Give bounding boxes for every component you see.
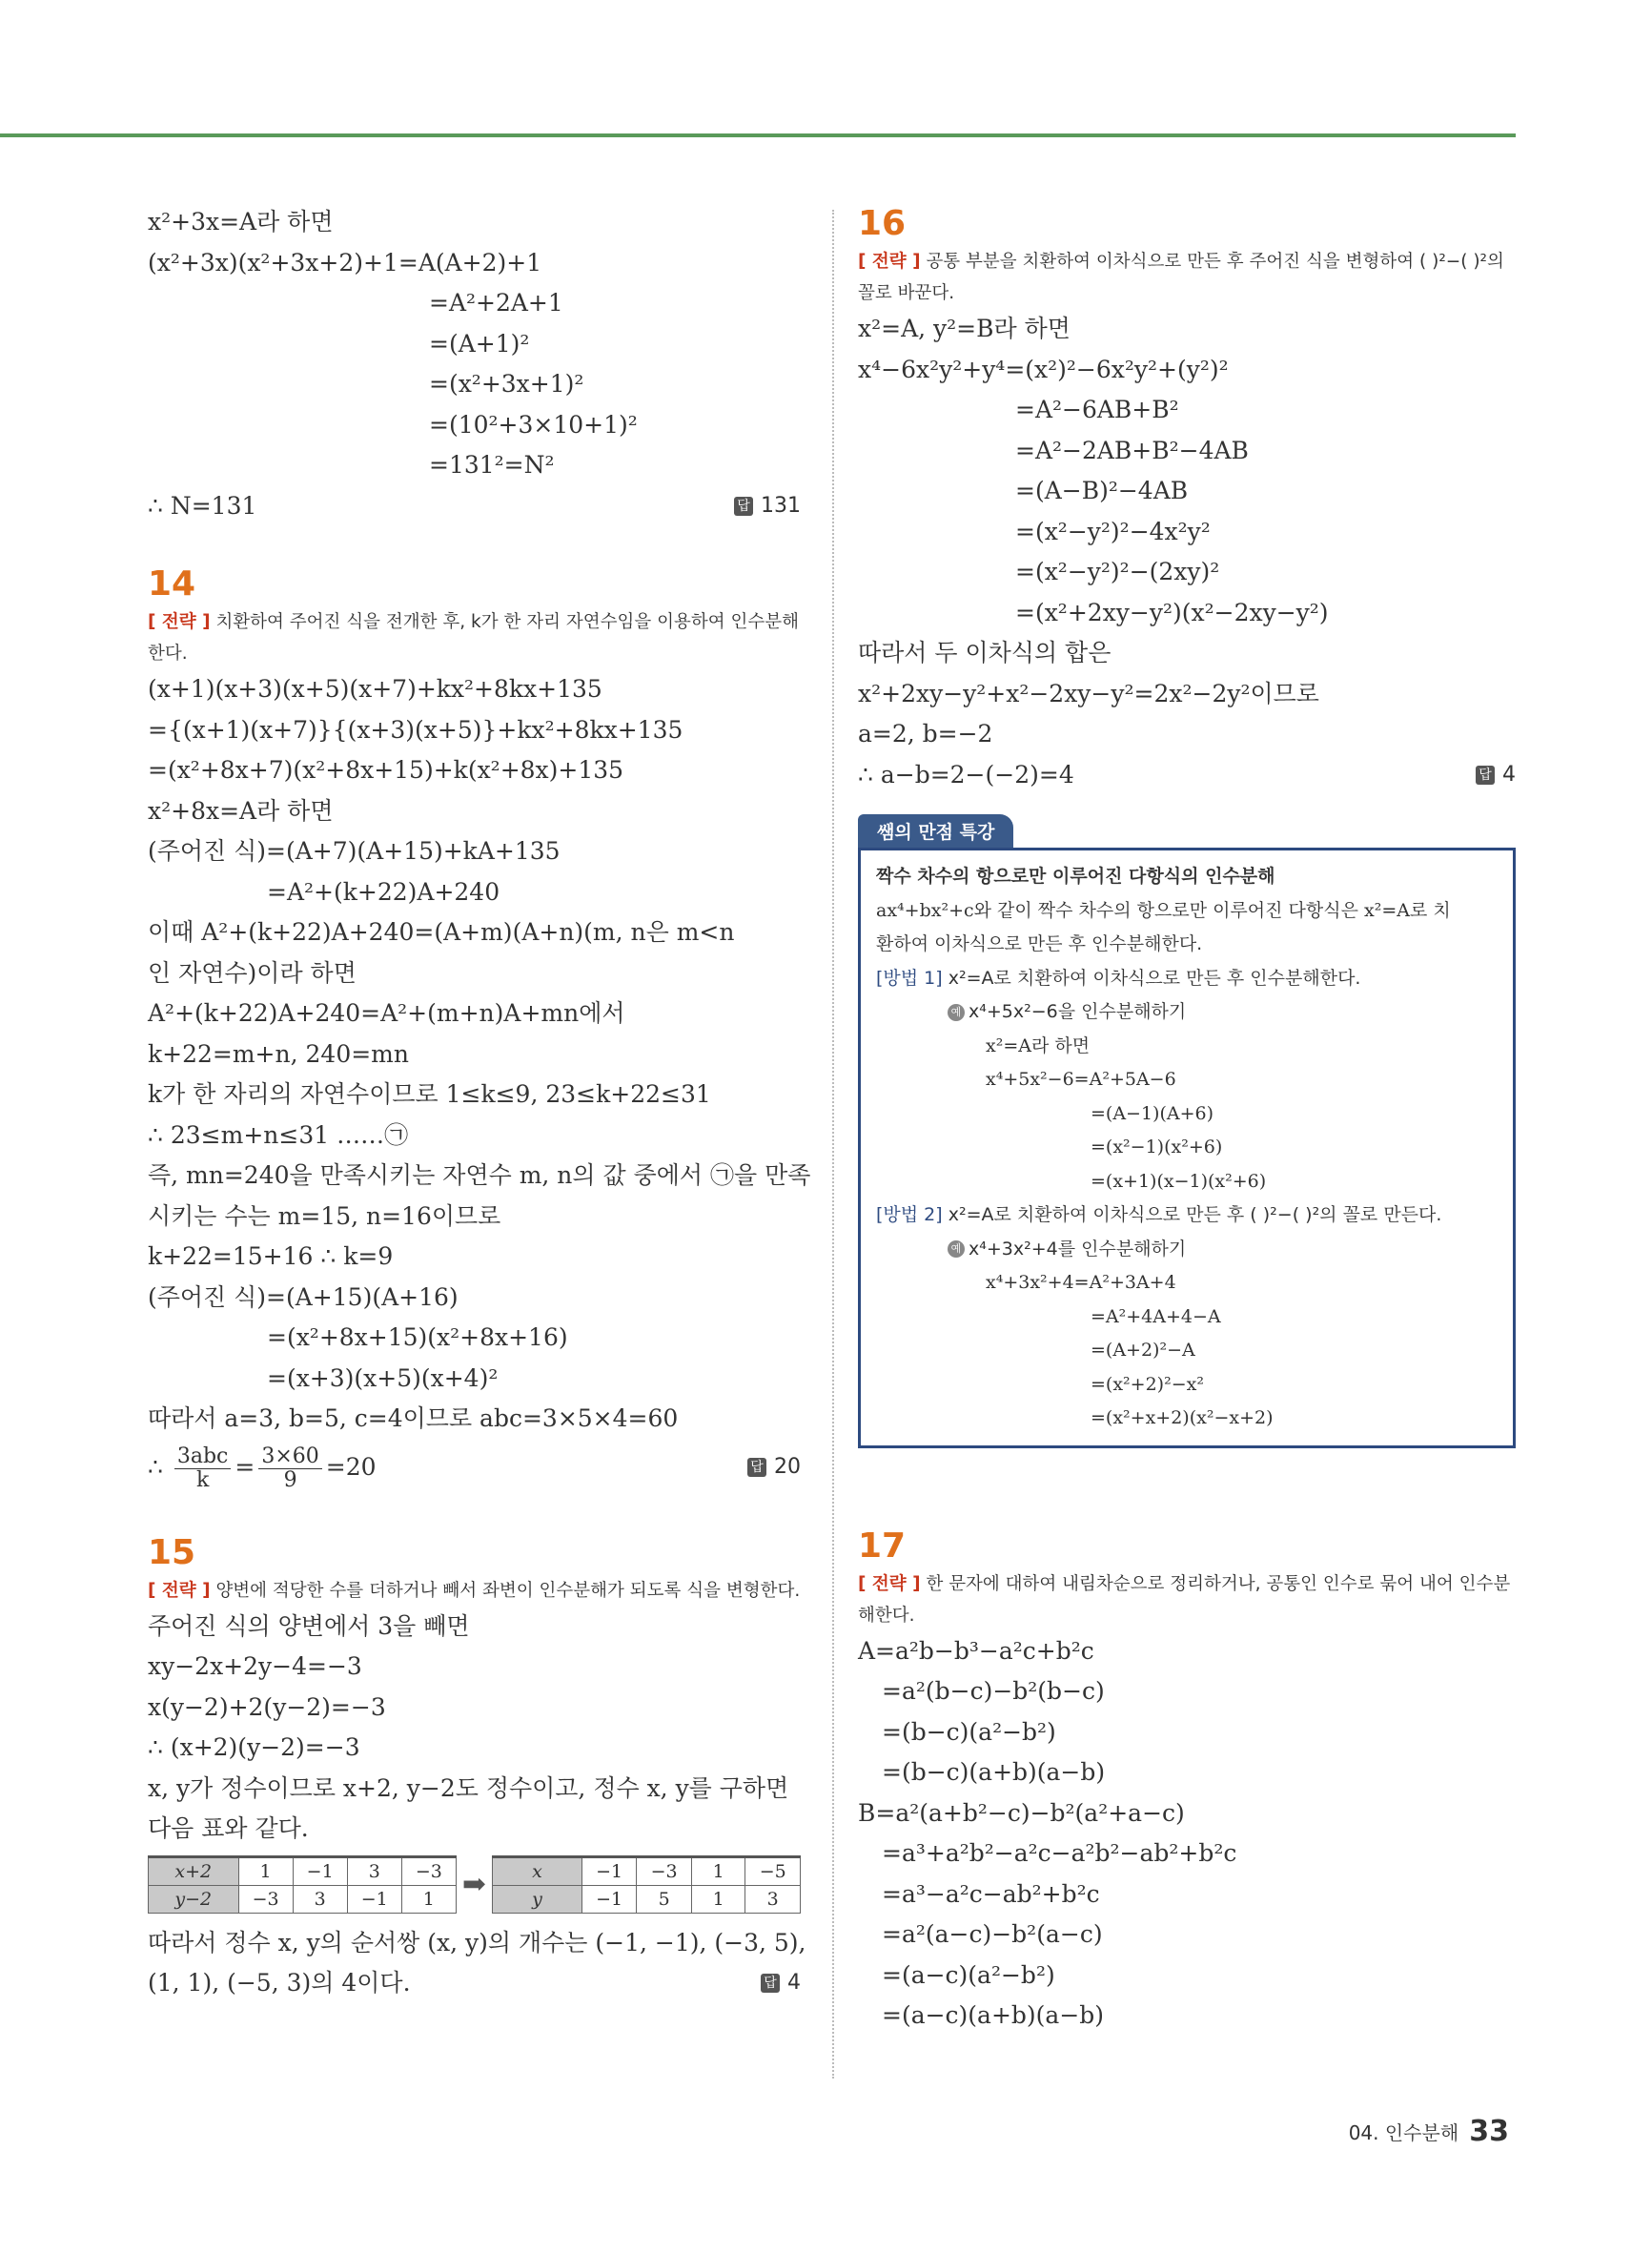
table-cell: 1 <box>691 1885 744 1913</box>
conclusion-text: ∴ a−b=2−(−2)=4 <box>858 760 1074 789</box>
math-line: 인 자연수)이라 하면 <box>148 958 357 987</box>
math-line: =A²−6AB+B² <box>1015 396 1179 423</box>
math-line: =a²(a−c)−b²(a−c) <box>882 1920 1103 1948</box>
answer-badge-icon: 답 <box>1476 766 1495 785</box>
math-line: x⁴−6x²y²+y⁴=(x²)²−6x²y²+(y²)² <box>858 355 1229 383</box>
math-line: =A²+2A+1 <box>429 289 563 317</box>
fraction-denominator: 9 <box>283 1467 297 1492</box>
method-text: x²=A로 치환하여 이차식으로 만든 후 ( )²−( )²의 꼴로 만든다. <box>948 1204 1442 1225</box>
math-line: =a³−a²c−ab²+b²c <box>882 1879 1100 1908</box>
page-footer <box>1349 2115 1509 2148</box>
strategy-body: 치환하여 주어진 식을 전개한 후, k가 한 자리 자연수임을 이용하여 인수분해한다. <box>148 612 799 664</box>
strategy-tag: [ 전략 ] <box>148 612 211 632</box>
math-line: =(x²+8x+15)(x²+8x+16) <box>267 1323 568 1351</box>
example-line: =(x+1)(x−1)(x²+6) <box>1091 1170 1267 1192</box>
strategy-tag: [ 전략 ] <box>858 252 921 272</box>
math-line: =131²=N² <box>429 451 555 479</box>
math-line: x, y가 정수이므로 x+2, y−2도 정수이고, 정수 x, y를 구하면 <box>148 1773 789 1802</box>
math-line: 따라서 정수 x, y의 순서쌍 (x, y)의 개수는 (−1, −1), (−3, 5), <box>148 1928 806 1956</box>
question-number: 14 <box>148 564 196 604</box>
strategy-body: 공통 부분을 치환하여 이차식으로 만든 후 주어진 식을 변형하여 ( )²−( )²의 꼴로 바꾼다. <box>858 252 1504 303</box>
example-title <box>876 995 1498 1030</box>
table-row <box>493 1856 801 1885</box>
arrow-right-icon: ➡ <box>461 1867 487 1901</box>
example-line: x⁴+3x²+4=A²+3A+4 <box>986 1272 1176 1293</box>
fraction-denominator: k <box>195 1467 210 1492</box>
math-line: =A²+(k+22)A+240 <box>267 877 500 906</box>
math-line: k가 한 자리의 자연수이므로 1≤k≤9, 23≤k+22≤31 <box>148 1080 711 1108</box>
question-number: 17 <box>858 1526 907 1566</box>
table-cell: −5 <box>745 1856 801 1885</box>
table-cell: −1 <box>581 1856 637 1885</box>
table-cell: −1 <box>347 1885 401 1913</box>
answer-badge-icon: 답 <box>761 1974 780 1993</box>
tip-text: ax⁴+bx²+c와 같이 짝수 차수의 항으로만 이루어진 다항식은 x²=A로 치 <box>876 899 1451 921</box>
strategy-text <box>858 246 1516 309</box>
example-line: =(x²−1)(x²+6) <box>1091 1137 1223 1157</box>
method-label: [방법 2] <box>876 1204 943 1225</box>
math-line: (x+1)(x+3)(x+5)(x+7)+kx²+8kx+135 <box>148 675 602 703</box>
math-line <box>148 1963 801 2004</box>
table-cell: 3 <box>293 1885 347 1913</box>
math-line: x²+8x=A라 하면 <box>148 796 334 825</box>
fraction-numerator: 3×60 <box>258 1445 321 1469</box>
strategy-text <box>148 606 801 669</box>
fraction-numerator: 3abc <box>174 1445 232 1469</box>
answer-value: 4 <box>787 1971 801 1995</box>
equals-sign: = <box>235 1452 255 1481</box>
tip-box <box>858 814 1516 1448</box>
math-line: k+22=15+16 ∴ k=9 <box>148 1242 394 1270</box>
math-line: 따라서 a=3, b=5, c=4이므로 abc=3×5×4=60 <box>148 1404 679 1432</box>
table-cell: −1 <box>293 1856 347 1885</box>
math-line: =(a−c)(a+b)(a−b) <box>882 2001 1105 2029</box>
table-cell: x <box>493 1856 582 1885</box>
strategy-tag: [ 전략 ] <box>858 1573 921 1594</box>
fraction <box>258 1445 321 1492</box>
fraction <box>174 1445 232 1492</box>
method-line <box>876 1198 1498 1233</box>
math-line: ∴ 23≤m+n≤31 ……㉠ <box>148 1120 409 1149</box>
table-cell: x+2 <box>149 1856 239 1885</box>
math-line: 시키는 수는 m=15, n=16이므로 <box>148 1201 501 1230</box>
table-cell: 1 <box>238 1856 293 1885</box>
math-line: =(x²−y²)²−4x²y² <box>1015 517 1211 545</box>
table-cell: −1 <box>581 1885 637 1913</box>
result-text: =20 <box>325 1452 377 1481</box>
table-row <box>149 1856 457 1885</box>
example-line: =(A+2)²−A <box>1091 1340 1195 1361</box>
answer-mark <box>734 486 801 527</box>
table-cell: 1 <box>691 1856 744 1885</box>
example-text: x⁴+3x²+4를 인수분해하기 <box>969 1238 1187 1260</box>
table-cell: −3 <box>238 1885 293 1913</box>
math-line: k+22=m+n, 240=mn <box>148 1039 409 1068</box>
table-cell: 5 <box>637 1885 692 1913</box>
tip-text: 환하여 이차식으로 만든 후 인수분해한다. <box>876 933 1203 954</box>
math-line: =(b−c)(a²−b²) <box>882 1717 1056 1746</box>
example-line: =A²+4A+4−A <box>1091 1305 1221 1327</box>
example-line: =(x²+x+2)(x²−x+2) <box>1091 1407 1274 1428</box>
math-line: xy−2x+2y−4=−3 <box>148 1652 362 1680</box>
answer-value: 20 <box>774 1454 801 1479</box>
math-line: A=a²b−b³−a²c+b²c <box>858 1636 1094 1665</box>
example-title <box>876 1233 1498 1267</box>
strategy-text <box>858 1568 1516 1631</box>
table-cell: −3 <box>401 1856 456 1885</box>
table-cell: 1 <box>401 1885 456 1913</box>
math-line: =(x²−y²)²−(2xy)² <box>1015 558 1220 585</box>
answer-badge-icon: 답 <box>747 1458 766 1477</box>
math-line: =A²−2AB+B²−4AB <box>1015 436 1249 464</box>
math-line <box>858 755 1516 796</box>
math-line: =(x+3)(x+5)(x+4)² <box>267 1363 499 1392</box>
math-line: (주어진 식)=(A+7)(A+15)+kA+135 <box>148 837 561 865</box>
answer-badge-icon: 답 <box>734 497 753 516</box>
math-line: 따라서 두 이차식의 합은 <box>858 639 1112 666</box>
table-x-y <box>492 1855 801 1914</box>
table-cell: y <box>493 1885 582 1913</box>
math-line: =(A+1)² <box>429 329 530 358</box>
math-line: 주어진 식의 양변에서 3을 빼면 <box>148 1611 470 1640</box>
math-line: ∴ (x+2)(y−2)=−3 <box>148 1733 360 1761</box>
math-line: =(b−c)(a+b)(a−b) <box>882 1758 1106 1786</box>
math-line: B=a²(a+b²−c)−b²(a²+a−c) <box>858 1798 1185 1827</box>
question-number: 15 <box>148 1532 196 1572</box>
answer-value: 131 <box>761 493 801 518</box>
math-line: =(x²+3x+1)² <box>429 370 584 398</box>
strategy-body: 한 문자에 대하여 내림차순으로 정리하거나, 공통인 인수로 묶어 내어 인수분해한다. <box>858 1573 1511 1626</box>
math-line: a=2, b=−2 <box>858 720 993 748</box>
math-line: x²=A, y²=B라 하면 <box>858 315 1071 342</box>
math-line: A²+(k+22)A+240=A²+(m+n)A+mn에서 <box>148 999 625 1027</box>
strategy-body: 양변에 적당한 수를 더하거나 빼서 좌변이 인수분해가 되도록 식을 변형한다. <box>215 1580 801 1601</box>
example-line: =(A−1)(A+6) <box>1091 1102 1214 1124</box>
table-cell: 3 <box>347 1856 401 1885</box>
tip-box-frame <box>858 848 1516 1448</box>
example-text: x⁴+5x²−6을 인수분해하기 <box>969 1001 1187 1022</box>
example-badge-icon: 예 <box>948 1240 965 1258</box>
math-line: =(x²+8x+7)(x²+8x+15)+k(x²+8x)+135 <box>148 756 624 784</box>
strategy-tag: [ 전략 ] <box>148 1580 211 1601</box>
math-line: =(a−c)(a²−b²) <box>882 1960 1055 1989</box>
left-column <box>148 202 811 2004</box>
value-tables <box>148 1855 801 1914</box>
conclusion-text: ∴ N=131 <box>148 491 257 520</box>
table-cell: −3 <box>637 1856 692 1885</box>
conclusion-text: (1, 1), (−5, 3)의 4이다. <box>148 1969 411 1997</box>
math-line: x²+3x=A라 하면 <box>148 208 334 236</box>
math-line: =a³+a²b²−a²c−a²b²−ab²+b²c <box>882 1839 1237 1867</box>
top-rule <box>0 133 1516 137</box>
math-line: x²+2xy−y²+x²−2xy−y²=2x²−2y²이므로 <box>858 679 1319 707</box>
right-column <box>858 202 1516 2037</box>
column-divider <box>832 210 834 2079</box>
answer-mark <box>747 1440 801 1495</box>
table-x2-y2 <box>148 1855 457 1914</box>
math-line: ={(x+1)(x+7)}{(x+3)(x+5)}+kx²+8kx+135 <box>148 715 683 744</box>
final-line <box>148 1440 801 1495</box>
tip-title: 짝수 차수의 항으로만 이루어진 다항식의 인수분해 <box>876 866 1275 887</box>
math-line: =(A−B)²−4AB <box>1015 477 1189 504</box>
example-line: =(x²+2)²−x² <box>1091 1373 1204 1395</box>
method-label: [방법 1] <box>876 967 943 989</box>
example-line: x⁴+5x²−6=A²+5A−6 <box>986 1069 1176 1090</box>
therefore-symbol: ∴ <box>148 1452 163 1481</box>
table-row <box>149 1885 457 1913</box>
method-text: x²=A로 치환하여 이차식으로 만든 후 인수분해한다. <box>948 967 1361 989</box>
answer-mark <box>761 1963 801 2004</box>
math-line: 즉, mn=240을 만족시키는 자연수 m, n의 값 중에서 ㉠을 만족 <box>148 1161 811 1189</box>
math-line: (주어진 식)=(A+15)(A+16) <box>148 1282 459 1311</box>
math-line: =(10²+3×10+1)² <box>429 410 638 439</box>
math-line: 이때 A²+(k+22)A+240=(A+m)(A+n)(m, n은 m<n <box>148 918 735 946</box>
strategy-text <box>148 1575 801 1607</box>
answer-value: 4 <box>1502 762 1516 787</box>
math-line <box>148 486 801 527</box>
example-line: x²=A라 하면 <box>986 1034 1091 1056</box>
example-badge-icon: 예 <box>948 1004 965 1021</box>
math-line: =(x²+2xy−y²)(x²−2xy−y²) <box>1015 598 1329 626</box>
method-line <box>876 962 1498 996</box>
question-number: 16 <box>858 204 907 243</box>
math-line: x(y−2)+2(y−2)=−3 <box>148 1692 386 1721</box>
table-cell: y−2 <box>149 1885 239 1913</box>
chapter-label: 04. 인수분해 <box>1348 2121 1459 2144</box>
table-cell: 3 <box>745 1885 801 1913</box>
tip-box-tab: 쌤의 만점 특강 <box>858 814 1013 848</box>
answer-mark <box>1476 755 1516 796</box>
math-line: (x²+3x)(x²+3x+2)+1=A(A+2)+1 <box>148 248 542 277</box>
math-line: =a²(b−c)−b²(b−c) <box>882 1677 1105 1705</box>
page-number: 33 <box>1469 2115 1509 2148</box>
math-line: 다음 표와 같다. <box>148 1814 309 1842</box>
table-row <box>493 1885 801 1913</box>
